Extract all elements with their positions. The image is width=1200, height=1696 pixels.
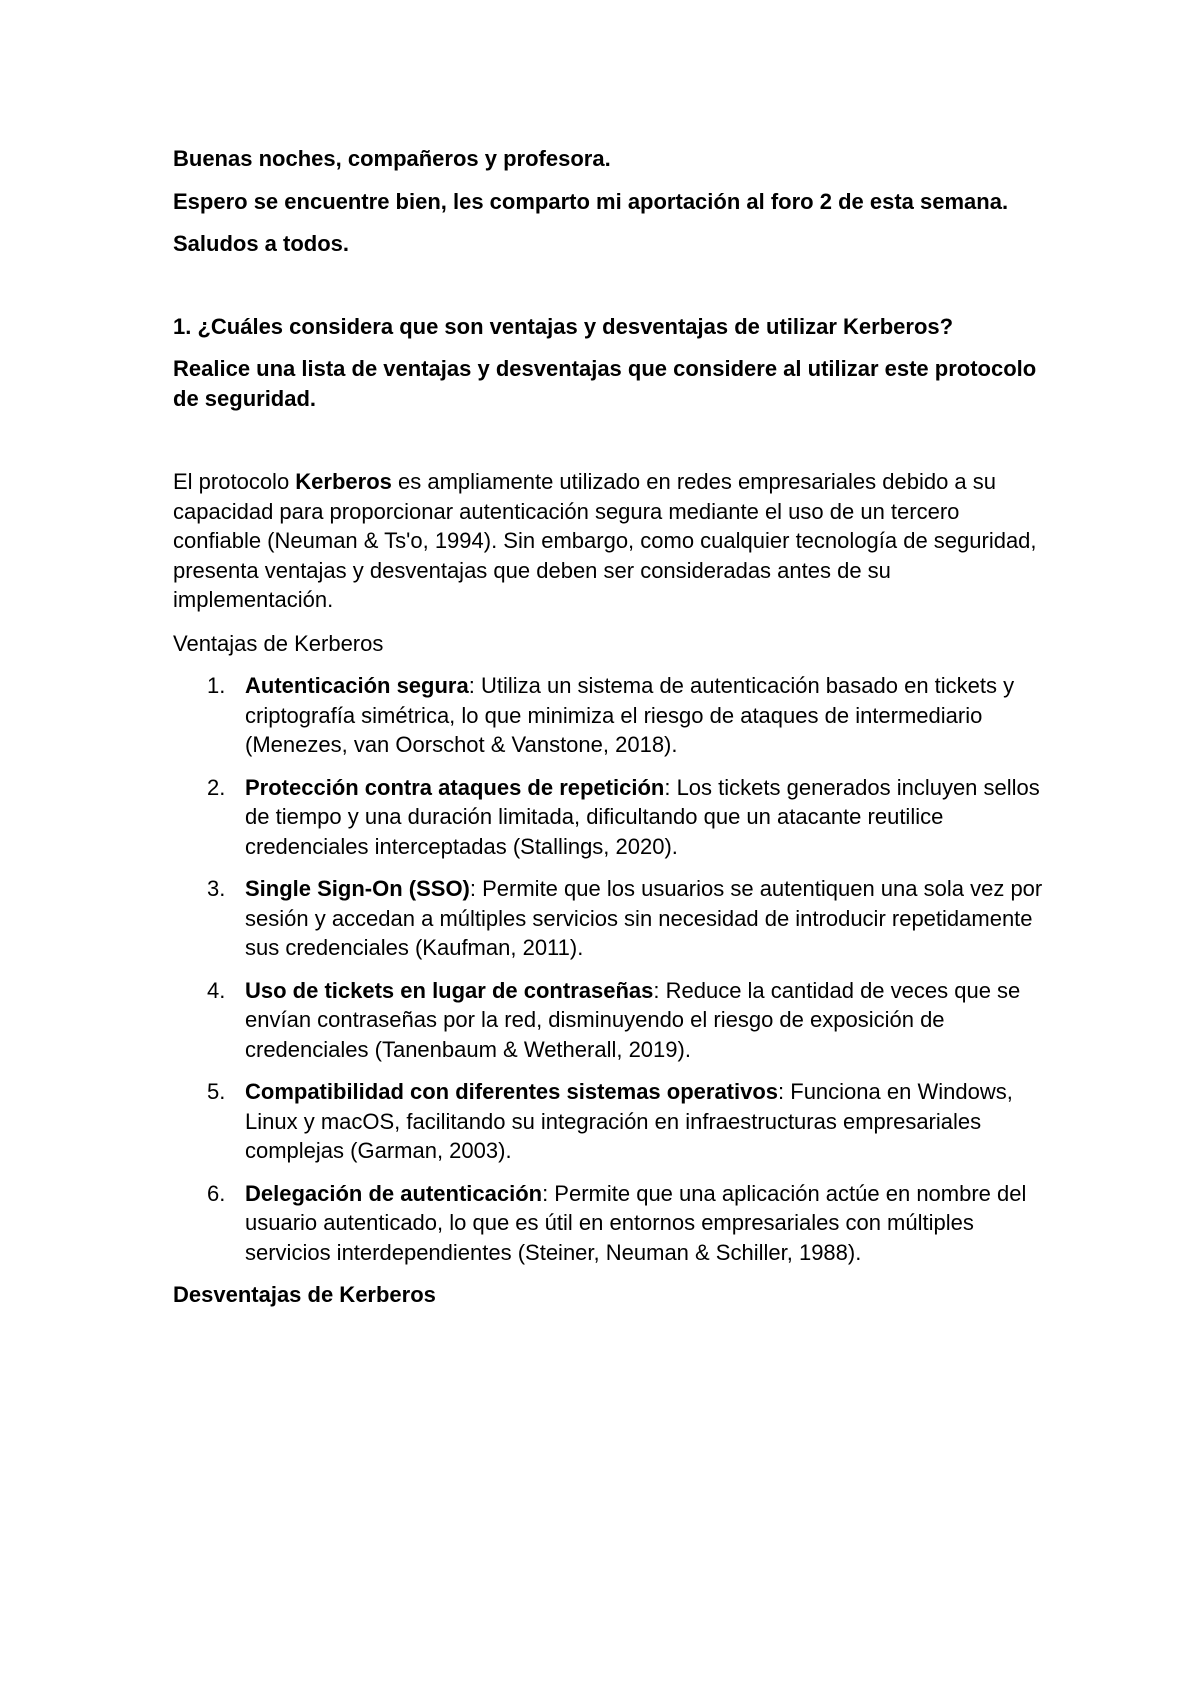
intro-paragraph xyxy=(173,467,1053,615)
greeting-line-1: Buenas noches, compañeros y profesora. xyxy=(173,146,611,171)
list-item-number: 4. xyxy=(207,977,226,1003)
list-item-title: Single Sign-On (SSO) xyxy=(245,876,470,901)
list-item-title: Uso de tickets en lugar de contraseñas xyxy=(245,977,654,1003)
greeting-line-3: Saludos a todos. xyxy=(173,231,350,256)
list-item-text: : Permite que los usuarios se autentiquen una sola vez por sesión y accedan a múltiples servicios sin necesidad de introducir repetidamente sus credenciales (Kaufman, 2011). xyxy=(245,876,1043,960)
ventajas-heading: Ventajas de Kerberos xyxy=(173,630,384,656)
intro-kerberos-term: Kerberos xyxy=(295,469,392,494)
list-item-text: : Funciona en Windows, Linux y macOS, facilitando su integración en infraestructuras empresariales complejas (Garman, 2003). xyxy=(245,1079,1013,1163)
list-item xyxy=(173,1179,1053,1268)
list-item xyxy=(173,671,1053,760)
list-item-number: 1. xyxy=(207,673,226,698)
list-item xyxy=(173,773,1053,862)
list-item xyxy=(173,976,1053,1065)
document-page xyxy=(173,144,1053,1310)
question-title: 1. ¿Cuáles considera que son ventajas y desventajas de utilizar Kerberos? xyxy=(173,313,954,339)
list-item-text: : Reduce la cantidad de veces que se envían contraseñas por la red, disminuyendo el riesgo de exposición de credenciales (Tanenbaum & Wetherall, 2019). xyxy=(245,977,1021,1062)
list-item xyxy=(173,1077,1053,1166)
question-block xyxy=(173,312,1053,414)
list-item-number: 6. xyxy=(207,1180,226,1206)
list-item-title: Autenticación segura xyxy=(245,673,469,698)
list-item-title: Protección contra ataques de repetición xyxy=(245,774,665,800)
list-item-text: : Los tickets generados incluyen sellos de tiempo y una duración limitada, dificultando que un atacante reutilice credenciales interceptadas (Stallings, 2020). xyxy=(245,774,1040,859)
intro-text-after: es ampliamente utilizado en redes empresariales debido a su capacidad para proporcionar autenticación segura mediante el uso de un tercero confiable (Neuman & Ts'o, 1994). Sin embargo, como cualquier tecnología de seguridad, presenta ventajas y desventajas que deben ser consideradas antes de su implementación. xyxy=(173,469,1037,612)
list-item xyxy=(173,874,1053,963)
list-item-number: 3. xyxy=(207,876,226,901)
list-item-text: : Permite que una aplicación actúe en nombre del usuario autenticado, lo que es útil en entornos empresariales con múltiples servicios interdependientes (Steiner, Neuman & Schiller, 1988). xyxy=(245,1180,1027,1265)
greeting-line-2: Espero se encuentre bien, les comparto mi aportación al foro 2 de esta semana. xyxy=(173,188,1009,214)
list-item-title: Compatibilidad con diferentes sistemas operativos xyxy=(245,1079,779,1104)
list-item-title: Delegación de autenticación xyxy=(245,1180,543,1206)
list-item-number: 5. xyxy=(207,1079,226,1104)
ventajas-list xyxy=(173,671,1053,1267)
intro-text-before: El protocolo xyxy=(173,469,296,494)
question-instruction: Realice una lista de ventajas y desventajas que considere al utilizar este protocolo de seguridad. xyxy=(173,356,1037,411)
desventajas-heading: Desventajas de Kerberos xyxy=(173,1282,436,1307)
list-item-number: 2. xyxy=(207,774,226,800)
list-item-text: : Utiliza un sistema de autenticación basado en tickets y criptografía simétrica, lo que minimiza el riesgo de ataques de intermediario (Menezes, van Oorschot & Vanstone, 2018). xyxy=(245,673,1015,757)
